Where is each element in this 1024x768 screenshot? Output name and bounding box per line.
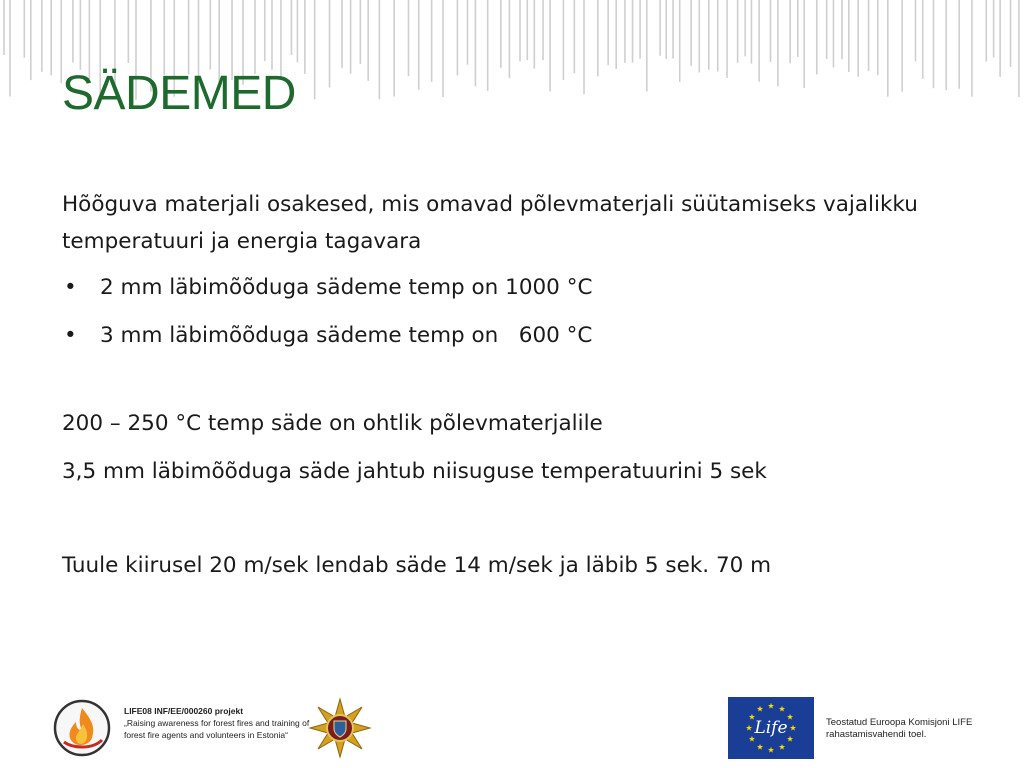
eu-flag-icon	[728, 697, 814, 759]
danger-paragraph: 200 – 250 °C temp säde on ohtlik põlevmaterjalile	[62, 411, 603, 436]
project-info	[124, 705, 314, 741]
slide-title: SÄDEMED	[62, 67, 296, 120]
wind-paragraph: Tuule kiirusel 20 m/sek lendab säde 14 m/sek ja läbib 5 sek. 70 m	[62, 553, 772, 578]
bullet-item	[62, 264, 982, 312]
eu-funding-text: Teostatud Euroopa Komisjoni LIFE rahastamisvahendi toel.	[826, 717, 973, 740]
bullet-item	[62, 312, 982, 360]
bullet-text: 3 mm läbimõõduga sädeme temp on 600 °C	[100, 323, 593, 348]
intro-paragraph: Hõõguva materjali osakesed, mis omavad põlevmaterjali süütamiseks vajalikku temperatuuri ja energia tagavara	[62, 192, 918, 254]
bullet-dot: •	[64, 323, 77, 348]
bullet-text: 2 mm läbimõõduga sädeme temp on 1000 °C	[100, 275, 593, 300]
project-code: LIFE08 INF/EE/000260 projekt	[124, 706, 244, 716]
slide-body	[62, 186, 982, 590]
life-logo-text: Life	[754, 718, 788, 738]
flame-emblem-icon	[52, 698, 112, 758]
star-badge-icon	[308, 697, 372, 759]
bullet-list	[62, 264, 982, 360]
project-description: „Raising awareness for forest fires and training of forest fire agents and volunteers in Estonia“	[124, 718, 310, 740]
cooling-paragraph: 3,5 mm läbimõõduga säde jahtub niisuguse temperatuurini 5 sek	[62, 459, 767, 484]
bullet-dot: •	[64, 275, 77, 300]
